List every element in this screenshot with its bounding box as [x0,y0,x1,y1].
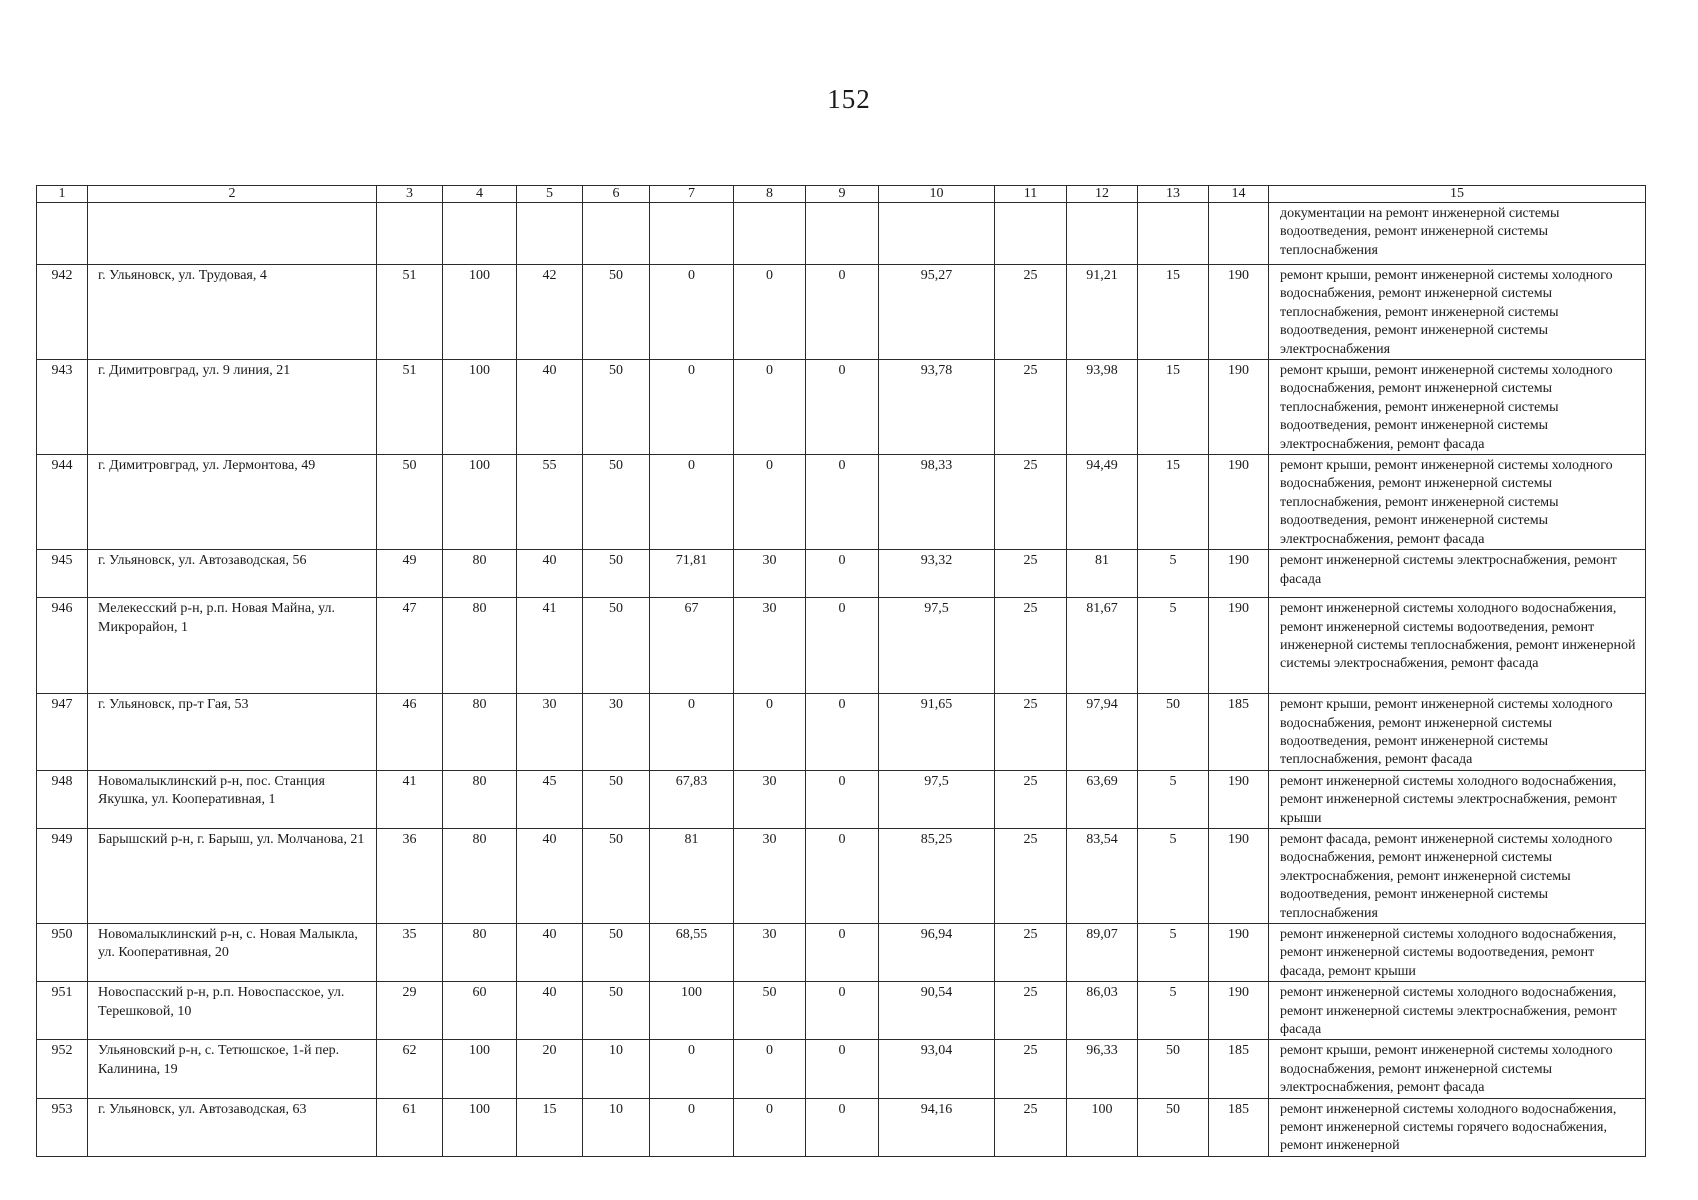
table-row [37,694,1646,771]
column-number: 3 [377,186,443,203]
value-cell: 190 [1209,265,1269,360]
value-cell: 50 [1138,694,1209,771]
table-row [37,598,1646,694]
value-cell: 190 [1209,982,1269,1040]
value-cell: 81 [1067,550,1138,598]
value-cell: 0 [650,1098,734,1156]
value-cell: 50 [583,455,650,550]
value-cell: 97,5 [879,598,995,694]
value-cell: 100 [443,1040,517,1098]
value-cell: 185 [1209,694,1269,771]
table-cell [806,203,879,265]
value-cell: 94,16 [879,1098,995,1156]
value-cell: 55 [517,455,583,550]
column-number: 12 [1067,186,1138,203]
continuation-row [37,203,1646,265]
value-cell: 100 [443,360,517,455]
value-cell: 80 [443,770,517,828]
table-cell [88,203,377,265]
address-cell: г. Ульяновск, ул. Автозаводская, 63 [88,1098,377,1156]
table-body [37,186,1646,1157]
value-cell: 30 [734,550,806,598]
value-cell: 80 [443,923,517,981]
value-cell: 100 [443,1098,517,1156]
value-cell: 96,33 [1067,1040,1138,1098]
value-cell: 50 [583,265,650,360]
value-cell: 190 [1209,828,1269,923]
value-cell: 50 [583,360,650,455]
value-cell: 100 [443,455,517,550]
value-cell: 97,94 [1067,694,1138,771]
row-number-cell: 948 [37,770,88,828]
value-cell: 49 [377,550,443,598]
value-cell: 25 [995,1040,1067,1098]
table-row [37,982,1646,1040]
value-cell: 5 [1138,828,1209,923]
value-cell: 0 [734,455,806,550]
row-number-cell: 953 [37,1098,88,1156]
value-cell: 0 [806,598,879,694]
value-cell: 50 [583,770,650,828]
value-cell: 71,81 [650,550,734,598]
address-cell: Новомалыклинский р-н, пос. Станция Якушка, ул. Кооперативная, 1 [88,770,377,828]
value-cell: 40 [517,982,583,1040]
value-cell: 41 [517,598,583,694]
column-number: 15 [1269,186,1646,203]
address-cell: Ульяновский р-н, с. Тетюшское, 1-й пер. Калинина, 19 [88,1040,377,1098]
value-cell: 0 [806,455,879,550]
row-number-cell: 950 [37,923,88,981]
value-cell: 51 [377,265,443,360]
table-row [37,455,1646,550]
value-cell: 80 [443,550,517,598]
table-row [37,550,1646,598]
value-cell: 50 [583,828,650,923]
row-number-cell: 952 [37,1040,88,1098]
address-cell: Новоспасский р-н, р.п. Новоспасское, ул. Терешковой, 10 [88,982,377,1040]
value-cell: 50 [583,598,650,694]
value-cell: 67,83 [650,770,734,828]
works-cell: ремонт инженерной системы холодного водоснабжения, ремонт инженерной системы электроснабжения, ремонт фасада [1269,982,1646,1040]
value-cell: 100 [443,265,517,360]
value-cell: 190 [1209,770,1269,828]
works-cell: ремонт крыши, ремонт инженерной системы холодного водоснабжения, ремонт инженерной системы водоотведения, ремонт инженерной системы теплоснабжения, ремонт фасада [1269,694,1646,771]
value-cell: 50 [1138,1040,1209,1098]
value-cell: 25 [995,982,1067,1040]
value-cell: 0 [650,265,734,360]
value-cell: 81,67 [1067,598,1138,694]
value-cell: 40 [517,923,583,981]
table-cell [517,203,583,265]
value-cell: 30 [734,923,806,981]
column-number: 4 [443,186,517,203]
table-cell [377,203,443,265]
value-cell: 0 [806,982,879,1040]
row-number-cell: 942 [37,265,88,360]
value-cell: 93,98 [1067,360,1138,455]
value-cell: 95,27 [879,265,995,360]
table-row [37,1040,1646,1098]
table-cell [1209,203,1269,265]
value-cell: 41 [377,770,443,828]
value-cell: 5 [1138,982,1209,1040]
value-cell: 0 [734,694,806,771]
address-cell: г. Ульяновск, ул. Автозаводская, 56 [88,550,377,598]
table-cell [37,203,88,265]
row-number-cell: 951 [37,982,88,1040]
table-cell [1067,203,1138,265]
value-cell: 25 [995,770,1067,828]
value-cell: 0 [806,1098,879,1156]
value-cell: 89,07 [1067,923,1138,981]
column-number: 14 [1209,186,1269,203]
value-cell: 185 [1209,1040,1269,1098]
column-number: 1 [37,186,88,203]
works-cell: документации на ремонт инженерной системы водоотведения, ремонт инженерной системы теплоснабжения [1269,203,1646,265]
value-cell: 5 [1138,550,1209,598]
value-cell: 86,03 [1067,982,1138,1040]
table-cell [443,203,517,265]
table-row [37,265,1646,360]
value-cell: 190 [1209,455,1269,550]
value-cell: 0 [734,1040,806,1098]
value-cell: 0 [806,265,879,360]
value-cell: 0 [650,694,734,771]
row-number-cell: 949 [37,828,88,923]
value-cell: 85,25 [879,828,995,923]
works-cell: ремонт крыши, ремонт инженерной системы холодного водоснабжения, ремонт инженерной системы теплоснабжения, ремонт инженерной системы водоотведения, ремонт инженерной системы электроснабжения, ремонт фасада [1269,455,1646,550]
value-cell: 15 [1138,360,1209,455]
value-cell: 91,65 [879,694,995,771]
table-cell [650,203,734,265]
value-cell: 25 [995,550,1067,598]
address-cell: г. Ульяновск, ул. Трудовая, 4 [88,265,377,360]
works-cell: ремонт крыши, ремонт инженерной системы холодного водоснабжения, ремонт инженерной системы теплоснабжения, ремонт инженерной системы водоотведения, ремонт инженерной системы электроснабжения, ремонт фасада [1269,360,1646,455]
value-cell: 50 [734,982,806,1040]
value-cell: 0 [650,1040,734,1098]
value-cell: 35 [377,923,443,981]
value-cell: 51 [377,360,443,455]
value-cell: 29 [377,982,443,1040]
value-cell: 30 [583,694,650,771]
works-cell: ремонт крыши, ремонт инженерной системы холодного водоснабжения, ремонт инженерной системы теплоснабжения, ремонт инженерной системы водоотведения, ремонт инженерной системы электроснабжения [1269,265,1646,360]
value-cell: 100 [1067,1098,1138,1156]
value-cell: 60 [443,982,517,1040]
value-cell: 185 [1209,1098,1269,1156]
page-number: 152 [827,84,871,114]
value-cell: 0 [806,770,879,828]
row-number-cell: 946 [37,598,88,694]
value-cell: 25 [995,360,1067,455]
value-cell: 47 [377,598,443,694]
address-cell: Мелекесский р-н, р.п. Новая Майна, ул. Микрорайон, 1 [88,598,377,694]
value-cell: 30 [734,598,806,694]
value-cell: 62 [377,1040,443,1098]
value-cell: 81 [650,828,734,923]
works-cell: ремонт инженерной системы холодного водоснабжения, ремонт инженерной системы водоотведения, ремонт инженерной системы теплоснабжения, ремонт инженерной системы электроснабжения, ремонт фасада [1269,598,1646,694]
works-cell: ремонт инженерной системы холодного водоснабжения, ремонт инженерной системы электроснабжения, ремонт крыши [1269,770,1646,828]
row-number-cell: 947 [37,694,88,771]
table-row [37,360,1646,455]
value-cell: 25 [995,1098,1067,1156]
value-cell: 93,78 [879,360,995,455]
address-cell: Барышский р-н, г. Барыш, ул. Молчанова, 21 [88,828,377,923]
value-cell: 98,33 [879,455,995,550]
row-number-cell: 944 [37,455,88,550]
table-cell [583,203,650,265]
address-cell: г. Димитровград, ул. Лермонтова, 49 [88,455,377,550]
value-cell: 83,54 [1067,828,1138,923]
value-cell: 100 [650,982,734,1040]
value-cell: 96,94 [879,923,995,981]
column-number: 7 [650,186,734,203]
column-number: 8 [734,186,806,203]
table-cell [879,203,995,265]
value-cell: 0 [806,1040,879,1098]
value-cell: 46 [377,694,443,771]
value-cell: 80 [443,828,517,923]
works-cell: ремонт инженерной системы холодного водоснабжения, ремонт инженерной системы горячего водоснабжения, ремонт инженерной [1269,1098,1646,1156]
value-cell: 0 [734,1098,806,1156]
value-cell: 30 [734,828,806,923]
value-cell: 40 [517,360,583,455]
value-cell: 61 [377,1098,443,1156]
works-cell: ремонт инженерной системы электроснабжения, ремонт фасада [1269,550,1646,598]
value-cell: 15 [517,1098,583,1156]
value-cell: 25 [995,455,1067,550]
value-cell: 0 [806,694,879,771]
value-cell: 80 [443,598,517,694]
works-cell: ремонт инженерной системы холодного водоснабжения, ремонт инженерной системы водоотведения, ремонт фасада, ремонт крыши [1269,923,1646,981]
value-cell: 91,21 [1067,265,1138,360]
register-table [36,185,1646,1157]
value-cell: 0 [806,923,879,981]
column-number: 11 [995,186,1067,203]
value-cell: 25 [995,694,1067,771]
value-cell: 93,04 [879,1040,995,1098]
value-cell: 0 [650,360,734,455]
column-number-row [37,186,1646,203]
table-row [37,770,1646,828]
address-cell: Новомалыклинский р-н, с. Новая Малыкла, ул. Кооперативная, 20 [88,923,377,981]
value-cell: 36 [377,828,443,923]
column-number: 10 [879,186,995,203]
row-number-cell: 943 [37,360,88,455]
value-cell: 190 [1209,923,1269,981]
value-cell: 40 [517,828,583,923]
table-cell [995,203,1067,265]
value-cell: 0 [734,360,806,455]
value-cell: 94,49 [1067,455,1138,550]
value-cell: 50 [1138,1098,1209,1156]
value-cell: 5 [1138,770,1209,828]
value-cell: 0 [806,360,879,455]
value-cell: 190 [1209,550,1269,598]
value-cell: 20 [517,1040,583,1098]
works-cell: ремонт фасада, ремонт инженерной системы холодного водоснабжения, ремонт инженерной системы электроснабжения, ремонт инженерной системы водоотведения, ремонт инженерной системы теплоснабжения [1269,828,1646,923]
works-cell: ремонт крыши, ремонт инженерной системы холодного водоснабжения, ремонт инженерной системы электроснабжения, ремонт фасада [1269,1040,1646,1098]
value-cell: 190 [1209,360,1269,455]
value-cell: 25 [995,265,1067,360]
value-cell: 5 [1138,923,1209,981]
value-cell: 15 [1138,265,1209,360]
value-cell: 30 [734,770,806,828]
table-cell [1138,203,1209,265]
value-cell: 40 [517,550,583,598]
value-cell: 25 [995,828,1067,923]
column-number: 5 [517,186,583,203]
value-cell: 80 [443,694,517,771]
value-cell: 50 [583,550,650,598]
value-cell: 45 [517,770,583,828]
value-cell: 30 [517,694,583,771]
value-cell: 93,32 [879,550,995,598]
value-cell: 0 [650,455,734,550]
value-cell: 190 [1209,598,1269,694]
value-cell: 0 [806,828,879,923]
address-cell: г. Ульяновск, пр-т Гая, 53 [88,694,377,771]
table-row [37,923,1646,981]
value-cell: 50 [583,923,650,981]
column-number: 2 [88,186,377,203]
table-row [37,828,1646,923]
table-cell [734,203,806,265]
value-cell: 25 [995,598,1067,694]
column-number: 6 [583,186,650,203]
value-cell: 97,5 [879,770,995,828]
value-cell: 10 [583,1040,650,1098]
value-cell: 68,55 [650,923,734,981]
value-cell: 42 [517,265,583,360]
row-number-cell: 945 [37,550,88,598]
address-cell: г. Димитровград, ул. 9 линия, 21 [88,360,377,455]
value-cell: 0 [806,550,879,598]
value-cell: 5 [1138,598,1209,694]
value-cell: 10 [583,1098,650,1156]
value-cell: 63,69 [1067,770,1138,828]
value-cell: 67 [650,598,734,694]
value-cell: 0 [734,265,806,360]
table-row [37,1098,1646,1156]
value-cell: 15 [1138,455,1209,550]
value-cell: 90,54 [879,982,995,1040]
value-cell: 50 [583,982,650,1040]
value-cell: 50 [377,455,443,550]
column-number: 9 [806,186,879,203]
value-cell: 25 [995,923,1067,981]
column-number: 13 [1138,186,1209,203]
